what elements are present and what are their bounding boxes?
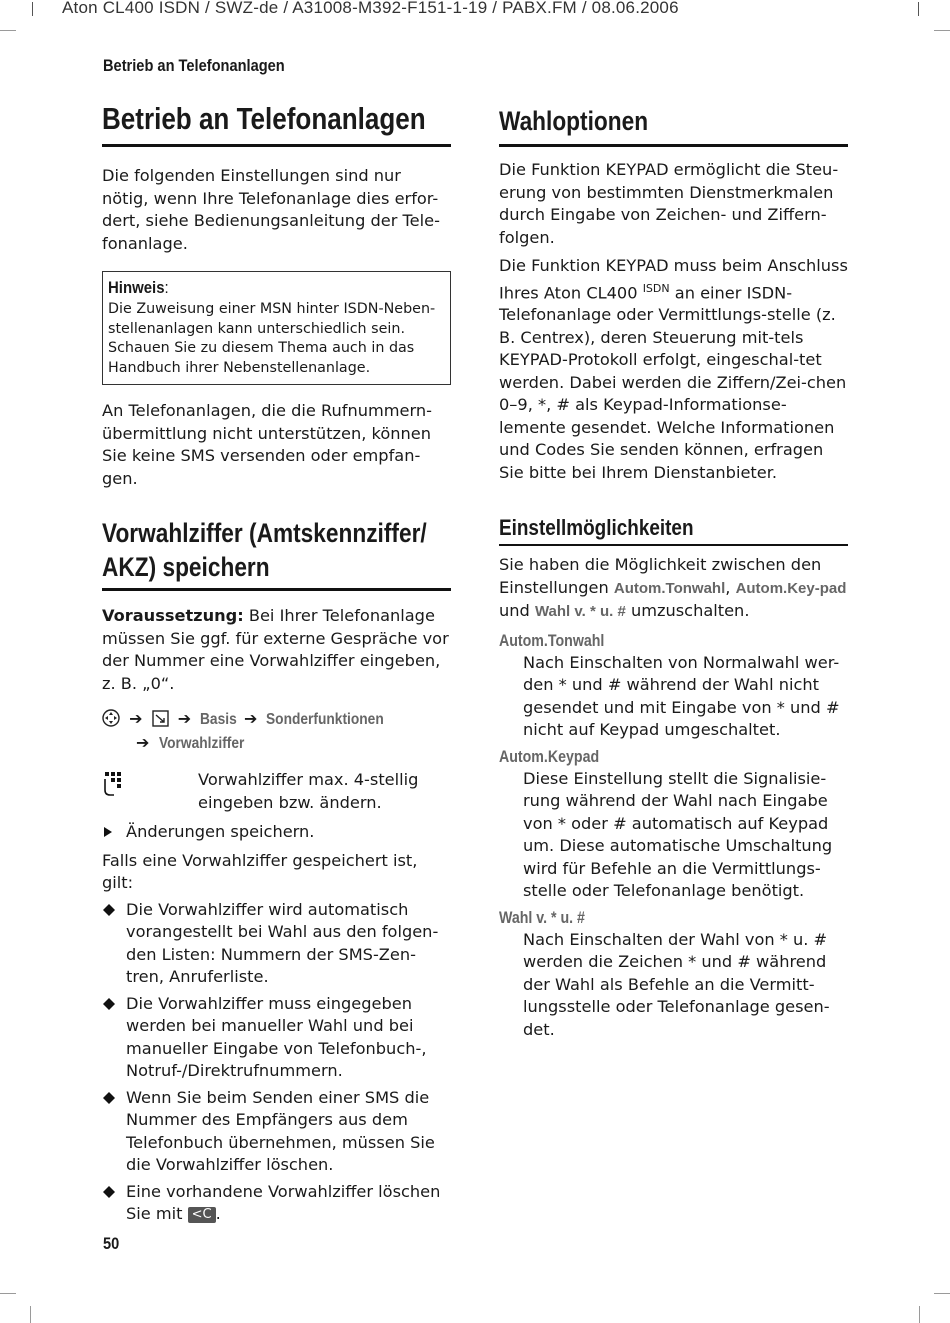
term-description: Nach Einschalten der Wahl von * u. # werden die Zeichen * und # während der Wahl als Befehle an die Vermitt-lungsstelle oder Telefonanlage gesen-det. [523, 929, 830, 1039]
list-item [102, 899, 451, 989]
save-action [102, 821, 451, 844]
term-item [499, 630, 848, 742]
term-item [499, 746, 848, 903]
save-action-text: Änderungen speichern. [126, 822, 315, 841]
header-bar [32, 2, 33, 16]
subsection-title: Einstellmöglichkeiten [499, 514, 848, 546]
nav-arrow: ➔ [129, 709, 143, 728]
options-intro: Sie haben die Möglichkeit zwischen den Einstellungen Autom.Tonwahl, Autom.Key-pad und Wahl v. * u. # umzuschalten. [499, 554, 848, 624]
page-number: 50 [103, 1234, 120, 1253]
list-item-text: Eine vorhandene Vorwahlziffer löschen Sie mit <C . [126, 1181, 441, 1223]
header-bar [918, 2, 919, 16]
note-title: Hinweis: [108, 278, 169, 297]
list-item-text: Wenn Sie beim Senden einer SMS die Nummer des Empfängers aus dem Telefonbuch übernehmen, müssen Sie die Vorwahlziffer löschen. [126, 1087, 435, 1174]
list-item [102, 1181, 451, 1226]
page-title: Betrieb an Telefonanlagen [102, 96, 451, 147]
menu-path [102, 707, 451, 755]
crop-mark [919, 1306, 920, 1323]
menu-item-basis: Basis [200, 711, 237, 728]
triangle-action-icon [103, 826, 113, 838]
term-label: Autom.Keypad [499, 747, 600, 766]
section-title-wahloptionen: Wahloptionen [499, 96, 848, 147]
crop-mark [30, 1306, 31, 1323]
term-description: Diese Einstellung stellt die Signalisie-rung während der Wahl nach Eingabe von * oder # automatisch auf Keypad um. Diese automatische Umschaltung wird für Befehle an die Vermittlungs-stelle oder Telefonanlage benötigt. [523, 768, 833, 901]
keypad-icon [102, 771, 126, 797]
diamond-bullet-icon [103, 1186, 115, 1198]
option-keypad: Autom.Key-pad [735, 579, 847, 597]
note-box [102, 271, 451, 385]
diamond-bullet-icon [103, 1092, 115, 1104]
sms-note-paragraph: An Telefonanlagen, die die Rufnummern-übermittlung nicht unterstützen, können Sie keine SMS versenden oder empfan-gen. [102, 401, 432, 488]
nav-arrow: ➔ [243, 709, 258, 728]
keypad-paragraph-1: Die Funktion KEYPAD ermöglicht die Steu-erung von bestimmten Dienstmerkmalen durch Eingabe von Zeichen- und Ziffern-folgen. [499, 160, 839, 247]
term-list [499, 630, 848, 1042]
left-column [102, 96, 451, 1226]
term-item [499, 907, 848, 1042]
intro-paragraph: Die folgenden Einstellungen sind nur nötig, wenn Ihre Telefonanlage dies erfor-dert, siehe Bedienungsanleitung der Tele-fonanlage. [102, 166, 440, 253]
diamond-bullet-icon [103, 998, 115, 1010]
header-meta-text: Aton CL400 ISDN / SWZ-de / A31008-M392-F151-1-19 / PABX.FM / 08.06.2006 [62, 0, 679, 17]
precondition-paragraph [102, 605, 451, 695]
note-body: Die Zuweisung einer MSN hinter ISDN-Neben-stellenanlagen kann unterschiedlich sein. Schauen Sie zu diesem Thema auch in das Handbuch ihrer Nebenstellenanlage. [108, 301, 436, 376]
crop-mark [934, 30, 950, 31]
keypad-instruction [102, 769, 451, 817]
nav-arrow: ➔ [177, 709, 192, 728]
if-saved-paragraph: Falls eine Vorwahlziffer gespeichert ist, gilt: [102, 850, 418, 892]
term-description: Nach Einschalten von Normalwahl wer-den * und # während der Wahl nicht gesendet und mit Eingabe von * und # nicht auf Keypad umgeschaltet. [523, 652, 840, 740]
option-tonwahl: Autom.Tonwahl [613, 579, 726, 597]
list-item [102, 993, 451, 1083]
crop-mark [0, 1293, 16, 1294]
list-item [102, 1087, 451, 1177]
crop-mark [934, 1293, 950, 1294]
menu-item-vorwahlziffer: Vorwahlziffer [158, 735, 244, 752]
crop-mark [0, 30, 16, 31]
bullet-list [102, 899, 451, 1226]
diamond-bullet-icon [103, 904, 115, 916]
precondition-label: Voraussetzung: [102, 606, 244, 625]
print-header [0, 0, 950, 22]
list-item-text: Die Vorwahlziffer muss eingegeben werden bei manueller Wahl und bei manueller Eingabe von Telefonbuch-, Notruf-/Direktrufnummern. [126, 993, 427, 1080]
section-title: Vorwahlziffer (Amtskennziffer/ AKZ) speichern [102, 516, 451, 591]
right-column [499, 96, 848, 1041]
keypad-paragraph-2: Die Funktion KEYPAD muss beim Anschluss Ihres Aton CL400 $^{ISDN}$ an einer ISDN-Telefonanlage oder Vermittlungs-stelle (z. B. Centrex), deren Steuerung mit-tels KEYPAD-Protokoll erfolgt, eingeschal-tet werden. Dabei werden die Ziffern/Zei-chen 0–9, *, # als Keypad-Informationse-lemente gesendet. Welche Informationen und Codes Sie senden können, erfragen Sie bitte bei Ihrem Dienstanbieter. [499, 256, 848, 482]
menu-icon [152, 710, 169, 727]
running-head: Betrieb an Telefonanlagen [103, 56, 285, 75]
option-wahl: Wahl v. * u. # [534, 603, 626, 621]
term-label: Wahl v. * u. # [499, 908, 585, 927]
isdn-superscript: ISDN [642, 281, 670, 295]
precondition-text: Bei Ihrer Telefonanlage müssen Sie ggf. für externe Gespräche vor der Nummer eine Vorwahlziffer eingeben, z. B. „0“. [102, 606, 449, 693]
nav-arrow: ➔ [136, 733, 150, 752]
keypad-instruction-text: Vorwahlziffer max. 4-stellig eingeben bzw. ändern. [198, 770, 419, 812]
clear-key-icon: <C [188, 1207, 216, 1223]
control-key-icon [102, 709, 120, 727]
list-item-text: Die Vorwahlziffer wird automatisch vorangestellt bei Wahl aus den folgen-den Listen: Nummern der SMS-Zen-tren, Anruferliste. [126, 899, 439, 986]
menu-item-sonderfunktionen: Sonderfunktionen [266, 711, 385, 728]
term-label: Autom.Tonwahl [499, 631, 605, 650]
